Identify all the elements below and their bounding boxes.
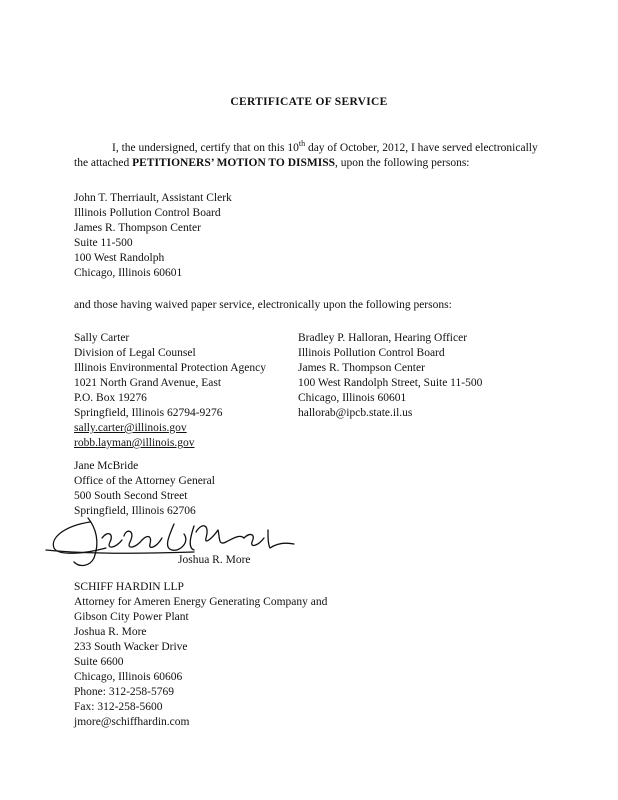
date-superscript: th: [298, 139, 306, 148]
signer-line: Joshua R. More: [74, 626, 147, 638]
waiver-statement: and those having waived paper service, electronically upon the following persons:: [74, 299, 452, 311]
address-line: Illinois Pollution Control Board: [298, 347, 445, 359]
signer-line: Phone: 312-258-5769: [74, 686, 174, 698]
certification-paragraph: [74, 136, 544, 171]
handwritten-signature: [44, 508, 304, 572]
clerk-line: Illinois Pollution Control Board: [74, 207, 221, 219]
signer-block: [74, 580, 327, 730]
address-line: Division of Legal Counsel: [74, 347, 196, 359]
address-line: Office of the Attorney General: [74, 475, 215, 487]
certification-text-2: day of October, 2012, I have served electronically the attached: [74, 141, 538, 169]
clerk-address: [74, 191, 232, 281]
address-line: Sally Carter: [74, 332, 130, 344]
clerk-line: 100 West Randolph: [74, 252, 165, 264]
address-line: 1021 North Grand Avenue, East: [74, 377, 222, 389]
address-line: Springfield, Illinois 62794-9276: [74, 407, 223, 419]
email-link[interactable]: robb.layman@illinois.gov: [74, 437, 195, 449]
address-line: P.O. Box 19276: [74, 392, 147, 404]
signer-line: SCHIFF HARDIN LLP: [74, 581, 184, 593]
clerk-line: Suite 11-500: [74, 237, 133, 249]
email-address: hallorab@ipcb.state.il.us: [298, 407, 413, 419]
signer-line: 233 South Wacker Drive: [74, 641, 188, 653]
document-title: CERTIFICATE OF SERVICE: [230, 96, 388, 108]
signer-line: Chicago, Illinois 60606: [74, 671, 183, 683]
signer-email: jmore@schiffhardin.com: [74, 716, 190, 728]
certification-text-3: , upon the following persons:: [335, 156, 470, 169]
hearing-officer-address: [298, 331, 482, 421]
clerk-line: Chicago, Illinois 60601: [74, 267, 183, 279]
address-line: 500 South Second Street: [74, 490, 188, 502]
address-line: Bradley P. Halloran, Hearing Officer: [298, 332, 468, 344]
address-line: James R. Thompson Center: [298, 362, 425, 374]
address-line: Chicago, Illinois 60601: [298, 392, 407, 404]
signer-line: Gibson City Power Plant: [74, 611, 189, 623]
certification-text-1: I, the undersigned, certify that on this 10: [112, 141, 299, 154]
clerk-line: James R. Thompson Center: [74, 222, 201, 234]
address-line: Jane McBride: [74, 460, 139, 472]
address-line: 100 West Randolph Street, Suite 11-500: [298, 377, 483, 389]
address-line: Springfield, Illinois 62706: [74, 505, 196, 517]
epa-recipient-address: [74, 331, 266, 451]
signer-line: Fax: 312-258-5600: [74, 701, 163, 713]
address-line: Illinois Environmental Protection Agency: [74, 362, 266, 374]
signature-name: Joshua R. More: [178, 554, 251, 566]
motion-title: PETITIONERS’ MOTION TO DISMISS: [132, 156, 336, 169]
signer-line: Attorney for Ameren Energy Generating Company and: [74, 596, 328, 608]
clerk-line: John T. Therriault, Assistant Clerk: [74, 192, 232, 204]
signer-line: Suite 6600: [74, 656, 124, 668]
email-link[interactable]: sally.carter@illinois.gov: [74, 422, 187, 434]
